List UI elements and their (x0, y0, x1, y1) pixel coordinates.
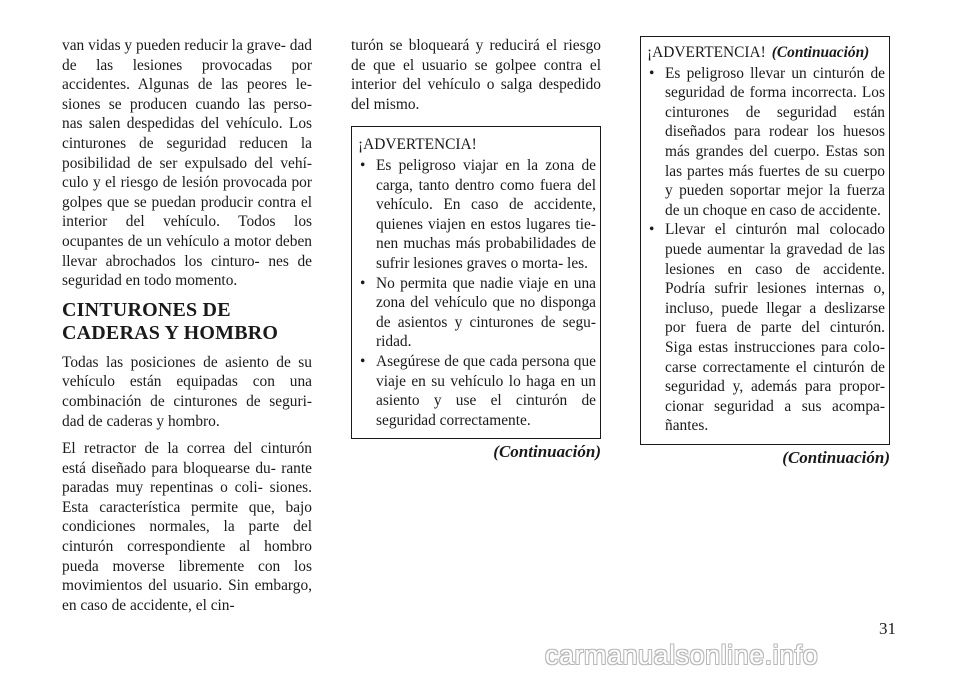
page-number: 31 (879, 619, 896, 638)
warning-item: • Es peligroso llevar un cinturón de seguridad de forma incorrecta. Los cinturones de seguridad están diseñados para rodear los huesos más grandes del cuerpo. Estas son las partes más fuertes de su cuerpo y pueden soportar mejor la fuerza de un choque en caso de accidente. (647, 64, 885, 221)
section-heading: CINTURONES DE CADERAS Y HOMBRO (62, 298, 279, 344)
warning-box-continued (640, 36, 890, 445)
warning-item: • Asegúrese de que cada persona que viaje en su vehículo lo haga en un asiento y use el cinturón de seguridad correctamente. (358, 352, 596, 430)
continuation-paragraph: turón se bloqueará y reducirá el riesgo de que el usuario se golpee contra el interior del vehículo o salga despedido del mismo. (351, 37, 601, 113)
warning-continued-label: (Continuación) (771, 44, 870, 61)
warning-title: ¡ADVERTENCIA! (358, 136, 477, 154)
retractor-paragraph: El retractor de la correa del cinturón está diseñado para bloquearse du- rante paradas muy repentinas o coli- siones. Esta característica permite que, bajo condiciones normales, la parte del cinturón correspondiente al hombro pueda moverse libremente con los movimientos del usuario. Sin embargo, en caso de accidente, el cin- (62, 440, 312, 614)
watermark: carmanualsonline.info (545, 640, 819, 670)
intro-paragraph: van vidas y pueden reducir la grave- dad de las lesiones provocadas por accidentes. Algunas de las peores le- siones se producen cuando las perso- nas salen despedidas del vehículo. Los cinturones de seguridad reducen la posibilidad de ser expulsado del vehí- culo y el riesgo de lesión provocada por golpes que se puedan producir contra el interior del vehículo. Todos los ocupantes de un vehículo a motor deben llevar abrochados los cinturo- nes de seguridad en todo momento. (62, 37, 312, 290)
left-column (62, 36, 312, 623)
warning-item: • No permita que nadie viaje en una zona del vehículo que no disponga de asientos y cinturones de segu- ridad. (358, 274, 596, 352)
warning-item: • Es peligroso viajar en la zona de carga, tanto dentro como fuera del vehículo. En caso de accidente, quienes viajen en estos lugares tie- nen muchas más probabilidades de sufrir lesiones graves o morta- les. (358, 156, 596, 274)
right-column (640, 36, 890, 469)
warning-list (358, 156, 596, 430)
warning-list (647, 64, 885, 436)
continued-label: (Continuación) (782, 447, 890, 467)
middle-column (351, 36, 601, 463)
continued-label: (Continuación) (493, 442, 601, 462)
warning-item: • Llevar el cinturón mal colocado puede aumentar la gravedad de las lesiones en caso de accidente. Podría sufrir lesiones internas o, incluso, puede llegar a deslizarse por fuera de parte del cinturón. Siga estas instrucciones para colo- carse correctamente el cinturón de seguridad y, además para propor- cionar seguridad a sus acompa- ñantes. (647, 220, 885, 436)
warning-title: ¡ADVERTENCIA! (647, 44, 766, 61)
warning-box (351, 126, 601, 439)
warning-header (647, 43, 885, 63)
equipped-paragraph: Todas las posiciones de asiento de su vehículo están equipadas con una combinación de cinturones de seguri- dad de caderas y hombro. (62, 353, 312, 430)
